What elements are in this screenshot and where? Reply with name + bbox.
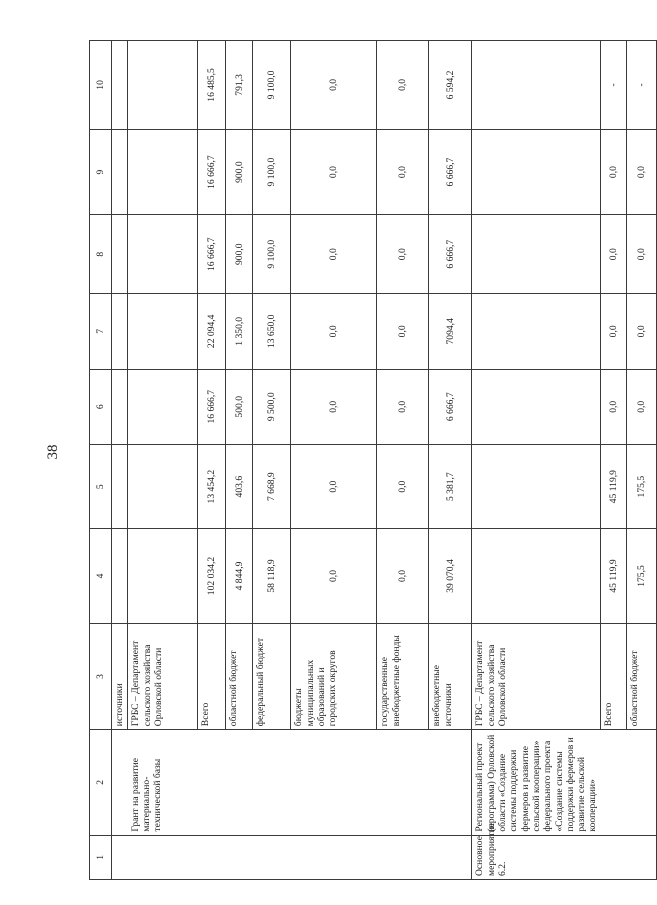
table-cell: [128, 129, 198, 214]
table-cell: государственные внебюджетные фонды: [377, 623, 429, 730]
table-cell: [226, 730, 253, 835]
table-cell: 0,0: [627, 369, 657, 444]
header-cell: 10: [90, 41, 112, 130]
table-row: [472, 41, 601, 880]
table-cell: [128, 529, 198, 623]
table-cell: [112, 215, 128, 294]
table-cell: [601, 835, 627, 879]
table-cell: 900,0: [226, 129, 253, 214]
table-cell: 5 381,7: [429, 444, 472, 528]
table-cell: [377, 835, 429, 879]
rotated-table-container: [89, 40, 648, 880]
table-cell: Основное мероприятие 6.2.: [472, 835, 601, 879]
table-cell: 0,0: [377, 129, 429, 214]
table-cell: 0,0: [377, 369, 429, 444]
table-cell: 7094,4: [429, 294, 472, 369]
table-cell: 0,0: [627, 294, 657, 369]
table-cell: 175,5: [627, 529, 657, 623]
table-cell: областной бюджет: [627, 623, 657, 730]
table-cell: [128, 835, 198, 879]
table-cell: ГРБС – Департамент сельского хозяйства Орловской области: [128, 623, 198, 730]
table-cell: бюджеты муниципальных образований и городских округов: [291, 623, 377, 730]
table-cell: 9 100,0: [253, 129, 291, 214]
table-row: [198, 41, 226, 880]
table-cell: [112, 730, 128, 835]
table-cell: 500,0: [226, 369, 253, 444]
table-cell: 0,0: [601, 129, 627, 214]
table-cell: [112, 369, 128, 444]
table-cell: 0,0: [601, 215, 627, 294]
table-cell: [226, 835, 253, 879]
table-cell: 0,0: [601, 369, 627, 444]
table-row: [112, 41, 128, 880]
table-cell: 0,0: [291, 444, 377, 528]
table-cell: [627, 730, 657, 835]
table-cell: [112, 129, 128, 214]
table-row: [291, 41, 377, 880]
table-cell: 9 500,0: [253, 369, 291, 444]
table-row: [253, 41, 291, 880]
table-cell: 13 650,0: [253, 294, 291, 369]
table-cell: 6 666,7: [429, 129, 472, 214]
table-cell: 39 070,4: [429, 529, 472, 623]
table-cell: [112, 835, 128, 879]
table-cell: 9 100,0: [253, 215, 291, 294]
table-cell: Всего: [601, 623, 627, 730]
table-cell: 403,6: [226, 444, 253, 528]
header-cell: 2: [90, 730, 112, 835]
table-cell: 58 118,9: [253, 529, 291, 623]
table-cell: [253, 835, 291, 879]
table-cell: [112, 529, 128, 623]
table-cell: 0,0: [291, 294, 377, 369]
table-row: [226, 41, 253, 880]
table-cell: 6 666,7: [429, 369, 472, 444]
table-row: [627, 41, 657, 880]
table-cell: -: [601, 41, 627, 130]
table-cell: 16 666,7: [198, 129, 226, 214]
table-cell: областной бюджет: [226, 623, 253, 730]
header-cell: 5: [90, 444, 112, 528]
table-cell: [128, 41, 198, 130]
table-cell: внебюджетные источники: [429, 623, 472, 730]
table-row: [601, 41, 627, 880]
page-number: 38: [45, 444, 61, 460]
table-cell: [198, 730, 226, 835]
budget-table: [89, 40, 657, 880]
table-cell: 175,5: [627, 444, 657, 528]
table-cell: 16 666,7: [198, 369, 226, 444]
table-cell: [627, 835, 657, 879]
table-cell: 1 350,0: [226, 294, 253, 369]
table-cell: 9 100,0: [253, 41, 291, 130]
header-cell: 4: [90, 529, 112, 623]
table-cell: 6 594,2: [429, 41, 472, 130]
table-cell: 0,0: [291, 369, 377, 444]
table-cell: [253, 730, 291, 835]
table-cell: 6 666,7: [429, 215, 472, 294]
table-cell: 7 668,9: [253, 444, 291, 528]
table-cell: -: [627, 41, 657, 130]
table-cell: [377, 730, 429, 835]
table-cell: Всего: [198, 623, 226, 730]
table-cell: [128, 444, 198, 528]
table-cell: [291, 730, 377, 835]
table-cell: [128, 215, 198, 294]
header-cell: 9: [90, 129, 112, 214]
table-cell: [112, 41, 128, 130]
table-cell: 0,0: [377, 215, 429, 294]
header-cell: 8: [90, 215, 112, 294]
table-cell: Региональный проект (программа) Орловской области «Создание системы поддержки фермеров и развитие сельской кооперации» федерального проекта «Создание системы поддержки фермеров и развитие сельской кооперации»: [472, 730, 601, 835]
header-cell: 3: [90, 623, 112, 730]
table-cell: 0,0: [627, 215, 657, 294]
table-cell: [112, 294, 128, 369]
table-cell: [472, 369, 601, 444]
table-cell: ГРБС – Департамент сельского хозяйства Орловской области: [472, 623, 601, 730]
table-cell: [472, 294, 601, 369]
table-cell: 900,0: [226, 215, 253, 294]
table-cell: 22 094,4: [198, 294, 226, 369]
table-row: [429, 41, 472, 880]
table-row: [128, 41, 198, 880]
table-cell: [128, 369, 198, 444]
table-cell: [472, 215, 601, 294]
table-cell: 13 454,2: [198, 444, 226, 528]
table-cell: 0,0: [291, 41, 377, 130]
table-cell: 0,0: [291, 129, 377, 214]
table-cell: 0,0: [377, 529, 429, 623]
table-cell: 0,0: [291, 529, 377, 623]
table-cell: 16 666,7: [198, 215, 226, 294]
table-cell: 0,0: [627, 129, 657, 214]
header-cell: 1: [90, 835, 112, 879]
table-cell: [601, 730, 627, 835]
header-row: [90, 41, 112, 880]
table-cell: [198, 835, 226, 879]
table-cell: 791,3: [226, 41, 253, 130]
table-cell: 45 119,9: [601, 444, 627, 528]
table-cell: Грант на развитие материально-технической базы: [128, 730, 198, 835]
table-cell: 4 844,9: [226, 529, 253, 623]
table-cell: 0,0: [377, 294, 429, 369]
table-cell: [429, 835, 472, 879]
header-cell: 6: [90, 369, 112, 444]
table-cell: 0,0: [291, 215, 377, 294]
table-cell: [112, 444, 128, 528]
table-cell: 0,0: [601, 294, 627, 369]
table-cell: [472, 529, 601, 623]
table-cell: 45 119,9: [601, 529, 627, 623]
table-cell: источники: [112, 623, 128, 730]
table-cell: федеральный бюджет: [253, 623, 291, 730]
table-row: [377, 41, 429, 880]
table-cell: 16 485,5: [198, 41, 226, 130]
table-cell: [128, 294, 198, 369]
table-cell: 0,0: [377, 444, 429, 528]
table-cell: [472, 444, 601, 528]
table-cell: 102 034,2: [198, 529, 226, 623]
table-cell: [291, 835, 377, 879]
table-cell: 0,0: [377, 41, 429, 130]
table-cell: [472, 129, 601, 214]
header-cell: 7: [90, 294, 112, 369]
table-cell: [472, 41, 601, 130]
table-cell: [429, 730, 472, 835]
